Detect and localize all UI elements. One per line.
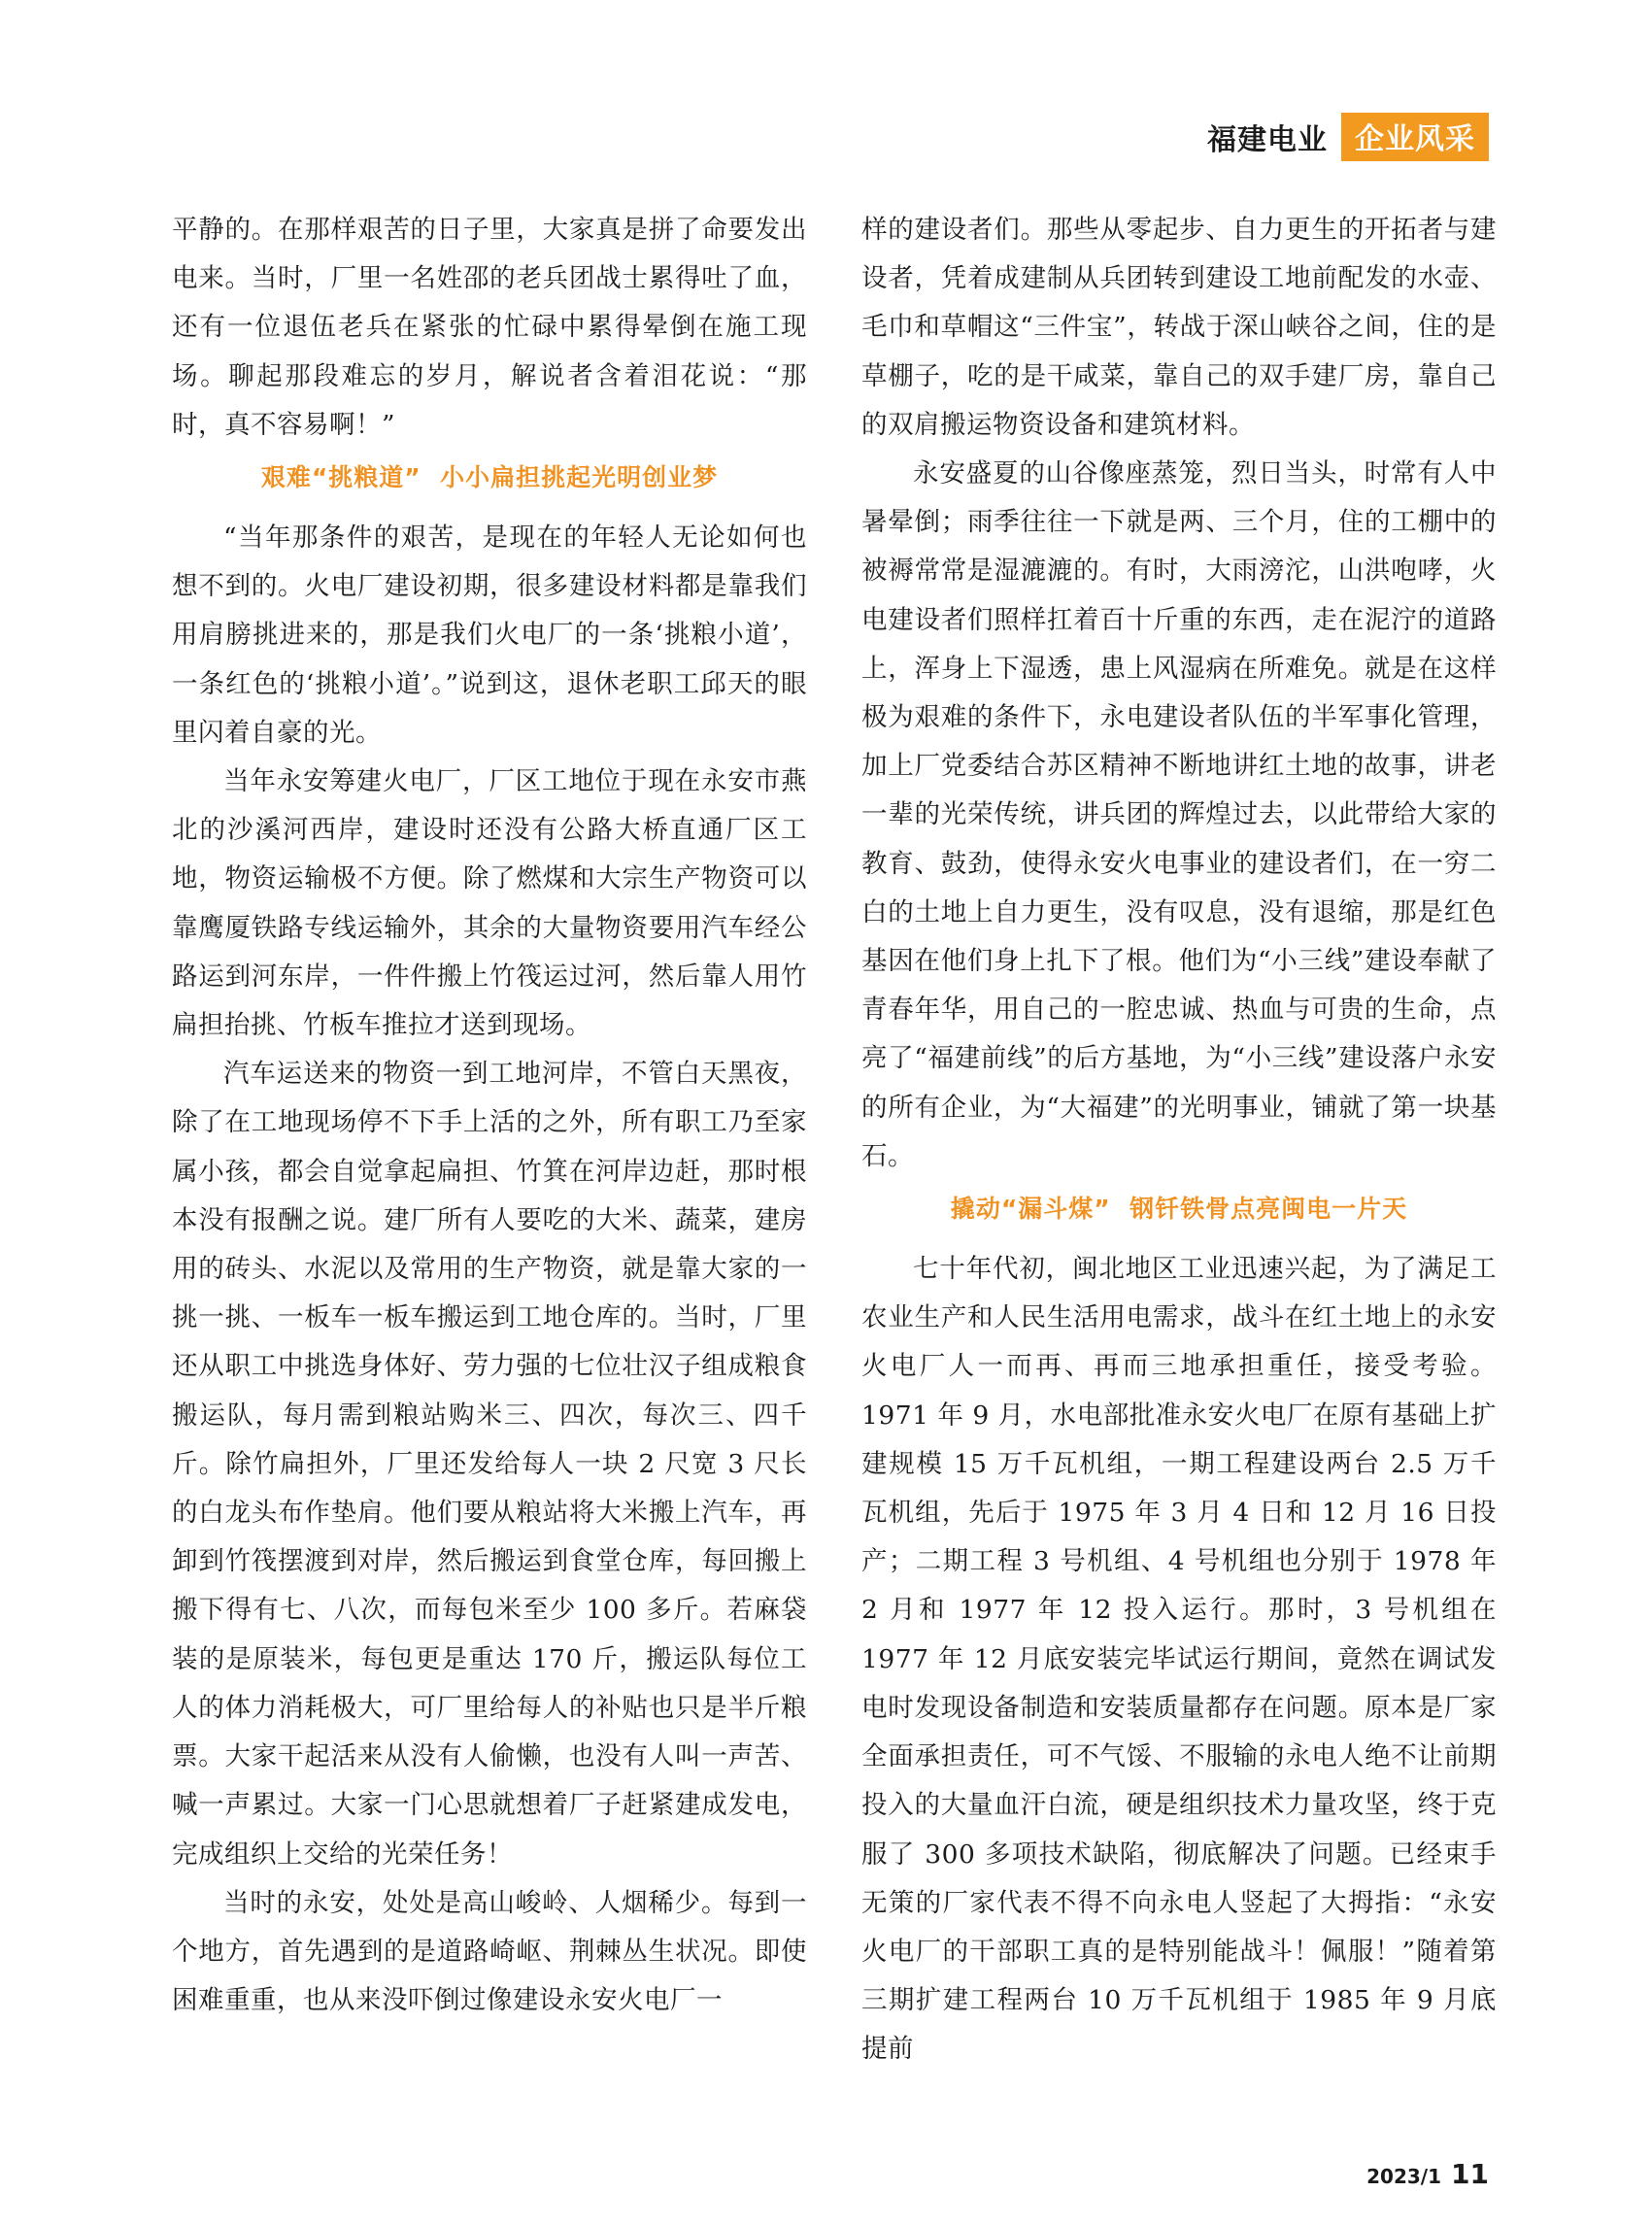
section-subheading: 撬动“漏斗煤” 钢钎铁骨点亮闽电一片天 <box>950 1195 1408 1224</box>
page-footer <box>1366 2158 1489 2190</box>
paragraph: 永安盛夏的山谷像座蒸笼，烈日当头，时常有人中暑晕倒；雨季往往一下就是两、三个月，住的工棚中的被褥常常是湿漉漉的。有时，大雨滂沱，山洪咆哮，火电建设者们照样扛着百十斤重的东西，走在泥泞的道路上，浑身上下湿透，患上风湿病在所难免。就是在这样极为艰难的条件下，永电建设者队伍的半军事化管理，加上厂党委结合苏区精神不断地讲红土地的故事，讲老一辈的光荣传统，讲兵团的辉煌过去，以此带给大家的教育、鼓劲，使得永安火电事业的建设者们，在一穷二白的土地上自力更生，没有叹息，没有退缩，那是红色基因在他们身上扎下了根。他们为“小三线”建设奉献了青春年华，用自己的一腔忠诚、热血与可贵的生命，点亮了“福建前线”的后方基地，为“小三线”建设落户永安的所有企业，为“大福建”的光明事业，铺就了第一块基石。 <box>861 458 1497 1171</box>
paragraph: 平静的。在那样艰苦的日子里，大家真是拼了命要发出电来。当时，厂里一名姓邵的老兵团战士累得吐了血，还有一位退伍老兵在紧张的忙碌中累得晕倒在施工现场。聊起那段难忘的岁月，解说者含着泪花说：“那时，真不容易啊！” <box>172 215 807 440</box>
right-column <box>861 206 1497 2074</box>
paragraph: “当年那条件的艰苦，是现在的年轻人无论如何也想不到的。火电厂建设初期，很多建设材料都是靠我们用肩膀挑进来的，那是我们火电厂的一条‘挑粮小道’，一条红色的‘挑粮小道’。”说到这，退休老职工邱天的眼里闪着自豪的光。 <box>172 523 807 748</box>
paragraph: 当时的永安，处处是高山峻岭、人烟稀少。每到一个地方，首先遇到的是道路崎岖、荆棘丛生状况。即使困难重重，也从来没吓倒过像建设永安火电厂一 <box>172 1887 807 2016</box>
page-number: 11 <box>1451 2158 1489 2190</box>
magazine-title: 福建电业 <box>1207 123 1328 157</box>
left-column <box>172 206 807 2025</box>
issue-number: 2023/1 <box>1366 2165 1442 2188</box>
paragraph: 当年永安筹建火电厂，厂区工地位于现在永安市燕北的沙溪河西岸，建设时还没有公路大桥直通厂区工地，物资运输极不方便。除了燃煤和大宗生产物资可以靠鹰厦铁路专线运输外，其余的大量物资要用汽车经公路运到河东岸，一件件搬上竹筏运过河，然后靠人用竹扁担抬挑、竹板车推拉才送到现场。 <box>172 766 807 1041</box>
section-badge: 企业风采 <box>1341 113 1489 161</box>
section-subheading: 艰难“挑粮道” 小小扁担挑起光明创业梦 <box>260 463 719 492</box>
paragraph: 七十年代初，闽北地区工业迅速兴起，为了满足工农业生产和人民生活用电需求，战斗在红土地上的永安火电厂人一而再、再而三地承担重任，接受考验。1971 年 9 月，水电部批准永安火电厂在原有基础上扩建规模 15 万千瓦机组，一期工程建设两台 2.5 万千瓦机组，先后于 1975 年 3 月 4 日和 12 月 16 日投产；二期工程 3 号机组、4 号机组也分别于 1978 年 2 月和 1977 年 12 投入运行。那时，3 号机组在 1977 年 12 月底安装完毕试运行期间，竟然在调试发电时发现设备制造和安装质量都存在问题。原本是厂家全面承担责任，可不气馁、不服输的永电人绝不让前期投入的大量血汗白流，硬是组织技术力量攻坚，终于克服了 300 多项技术缺陷，彻底解决了问题。已经束手无策的厂家代表不得不向永电人竖起了大拇指：“永安火电厂的干部职工真的是特别能战斗！佩服！”随着第三期扩建工程两台 10 万千瓦机组于 1985 年 9 月底提前 <box>861 1254 1497 2065</box>
paragraph: 样的建设者们。那些从零起步、自力更生的开拓者与建设者，凭着成建制从兵团转到建设工地前配发的水壶、毛巾和草帽这“三件宝”，转战于深山峡谷之间，住的是草棚子，吃的是干咸菜，靠自己的双手建厂房，靠自己的双肩搬运物资设备和建筑材料。 <box>861 215 1497 440</box>
paragraph: 汽车运送来的物资一到工地河岸，不管白天黑夜，除了在工地现场停不下手上活的之外，所有职工乃至家属小孩，都会自觉拿起扁担、竹箕在河岸边赶，那时根本没有报酬之说。建厂所有人要吃的大米、蔬菜，建房用的砖头、水泥以及常用的生产物资，就是靠大家的一挑一挑、一板车一板车搬运到工地仓库的。当时，厂里还从职工中挑选身体好、劳力强的七位壮汉子组成粮食搬运队，每月需到粮站购米三、四次，每次三、四千斤。除竹扁担外，厂里还发给每人一块 2 尺宽 3 尺长的白龙头布作垫肩。他们要从粮站将大米搬上汽车，再卸到竹筏摆渡到对岸，然后搬运到食堂仓库，每回搬上搬下得有七、八次，而每包米至少 100 多斤。若麻袋装的是原装米，每包更是重达 170 斤，搬运队每位工人的体力消耗极大，可厂里给每人的补贴也只是半斤粮票。大家干起活来从没有人偷懒，也没有人叫一声苦、喊一声累过。大家一门心思就想着厂子赶紧建成发电，完成组织上交给的光荣任务！ <box>172 1059 807 1870</box>
page-header <box>1207 115 1489 159</box>
